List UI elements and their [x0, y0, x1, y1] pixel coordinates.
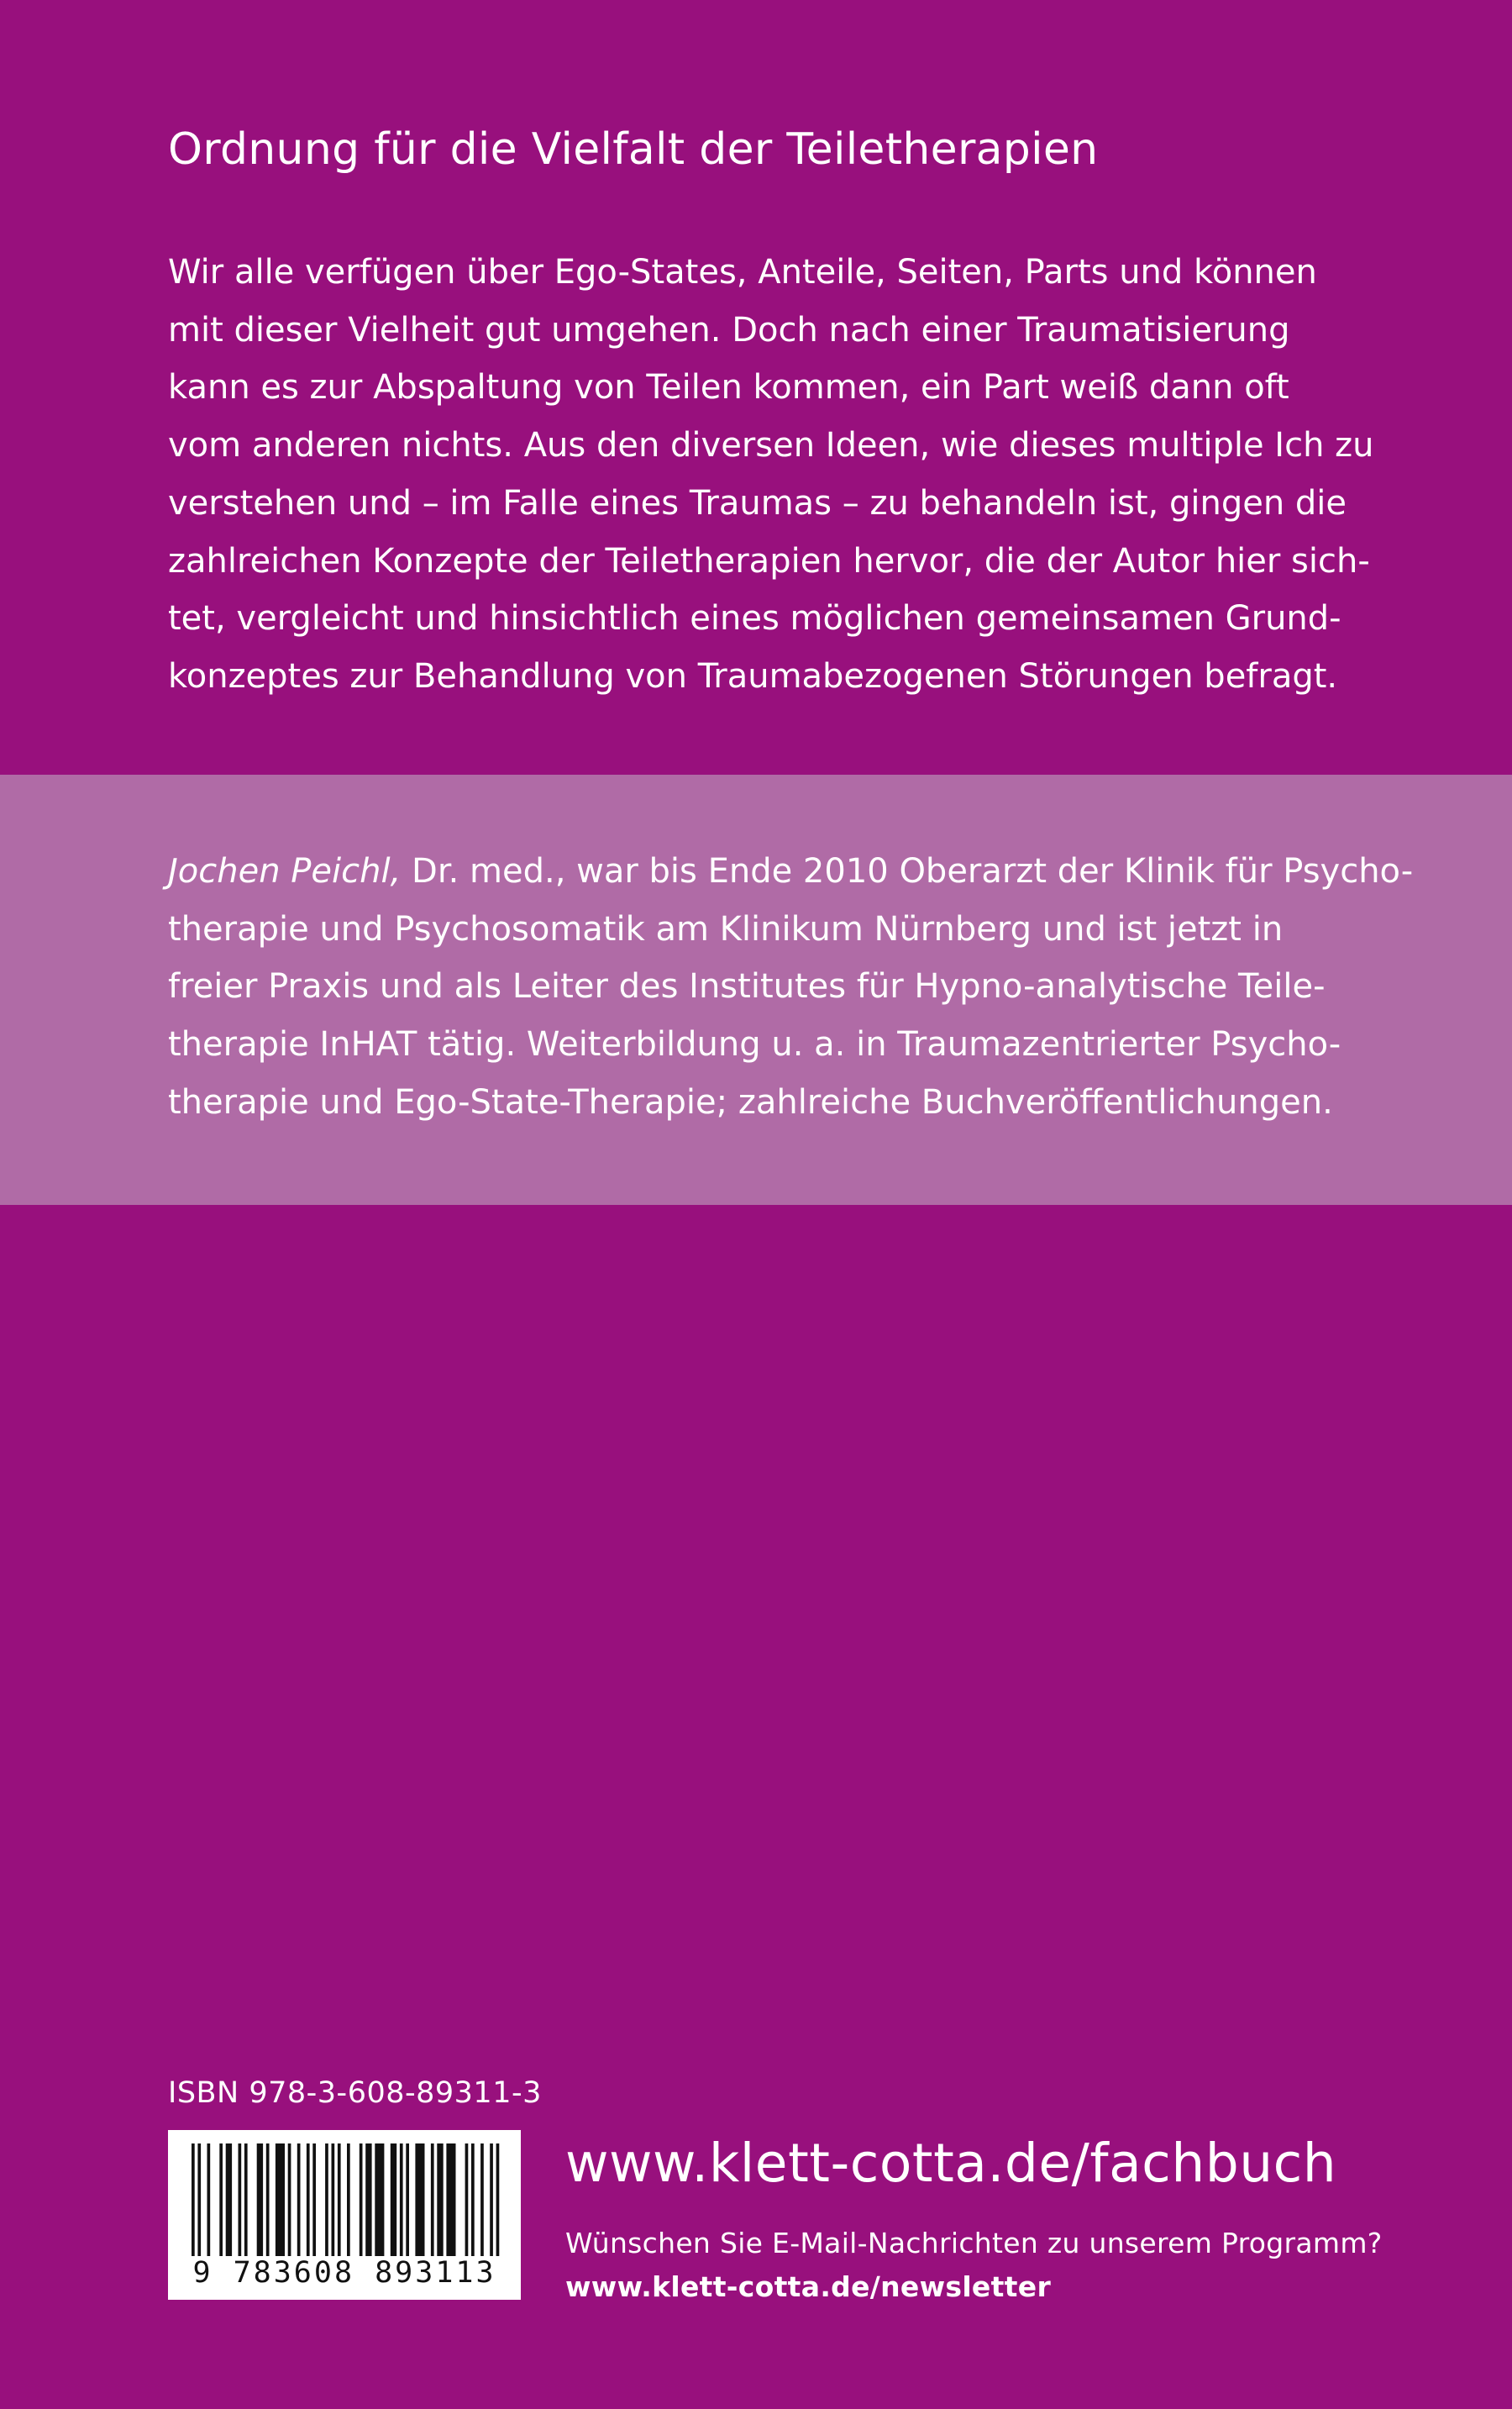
blurb-line: kann es zur Abspaltung von Teilen kommen, ein Part weiß dann oft	[168, 368, 1289, 408]
barcode-bar	[257, 2143, 263, 2256]
barcode-bar	[219, 2143, 223, 2256]
blurb-line: konzeptes zur Behandlung von Traumabezogenen Störungen befragt.	[168, 656, 1338, 696]
barcode-bar	[496, 2143, 500, 2256]
barcode-bar	[391, 2143, 396, 2256]
barcode-bar	[239, 2143, 242, 2256]
barcode-bar	[332, 2143, 335, 2256]
barcode-bar	[266, 2143, 270, 2256]
barcode-bar	[325, 2143, 328, 2256]
author-name: Jochen Peichl,	[168, 852, 402, 891]
barcode-bar	[400, 2143, 403, 2256]
blurb-line: tet, vergleicht und hinsichtlich eines möglichen gemeinsamen Grund-	[168, 599, 1341, 639]
barcode-bar	[490, 2143, 493, 2256]
barcode-bar	[288, 2143, 291, 2256]
barcode-bar	[365, 2143, 371, 2256]
barcode-bar	[244, 2143, 248, 2256]
bio-line	[168, 843, 1414, 901]
blurb-line: mit dieser Vielheit gut umgehen. Doch nach einer Traumatisierung	[168, 310, 1290, 350]
bio-line: freier Praxis und als Leiter des Institutes für Hypno-analytische Teile-	[168, 967, 1326, 1007]
barcode-bar	[480, 2143, 484, 2256]
blurb-line: zahlreichen Konzepte der Teiletherapien hervor, die der Autor hier sich-	[168, 541, 1370, 581]
barcode-bar	[307, 2143, 310, 2256]
barcode-bar	[360, 2143, 363, 2256]
barcode-bar	[207, 2143, 211, 2256]
bio-line-rest: Dr. med., war bis Ende 2010 Oberarzt der Klinik für Psycho-	[401, 852, 1414, 891]
bio-line: therapie und Ego-State-Therapie; zahlreiche Buchveröffentlichungen.	[168, 1082, 1333, 1122]
newsletter-prompt: Wünschen Sie E-Mail-Nachrichten zu unserem Programm?	[565, 2227, 1383, 2259]
barcode-bar	[338, 2143, 341, 2256]
bio-line: therapie und Psychosomatik am Klinikum Nürnberg und ist jetzt in	[168, 909, 1284, 949]
barcode-bar	[197, 2143, 201, 2256]
barcode-bar	[431, 2143, 434, 2256]
barcode-bar	[437, 2143, 443, 2256]
isbn-number: ISBN 978-3-608-89311-3	[168, 2076, 542, 2110]
barcode-bar	[297, 2143, 301, 2256]
barcode-bar	[446, 2143, 455, 2256]
barcode-bar	[465, 2143, 469, 2256]
barcode-bars	[168, 2130, 521, 2256]
barcode-bar	[276, 2143, 285, 2256]
isbn-barcode	[168, 2130, 521, 2300]
barcode-bar	[406, 2143, 409, 2256]
book-blurb-heading: Ordnung für die Vielfalt der Teiletherapien	[168, 124, 1099, 175]
barcode-bar	[312, 2143, 316, 2256]
barcode-digits: 9 783608 893113	[192, 2256, 496, 2290]
barcode-bar	[192, 2143, 195, 2256]
barcode-bar	[415, 2143, 424, 2256]
blurb-line: Wir alle verfügen über Ego-States, Anteile, Seiten, Parts und können	[168, 253, 1317, 292]
book-blurb	[168, 244, 1374, 706]
newsletter-url-link[interactable]: www.klett-cotta.de/newsletter	[565, 2270, 1052, 2303]
bio-line: therapie InHAT tätig. Weiterbildung u. a. in Traumazentrierter Psycho-	[168, 1025, 1341, 1065]
barcode-bar	[226, 2143, 232, 2256]
barcode-bar	[471, 2143, 475, 2256]
publisher-url-link[interactable]: www.klett-cotta.de/fachbuch	[565, 2133, 1337, 2194]
author-bio	[168, 843, 1414, 1132]
barcode-bar	[375, 2143, 384, 2256]
barcode-bar	[347, 2143, 350, 2256]
blurb-line: vom anderen nichts. Aus den diversen Ideen, wie dieses multiple Ich zu	[168, 426, 1374, 465]
blurb-line: verstehen und – im Falle eines Traumas – zu behandeln ist, gingen die	[168, 483, 1347, 523]
